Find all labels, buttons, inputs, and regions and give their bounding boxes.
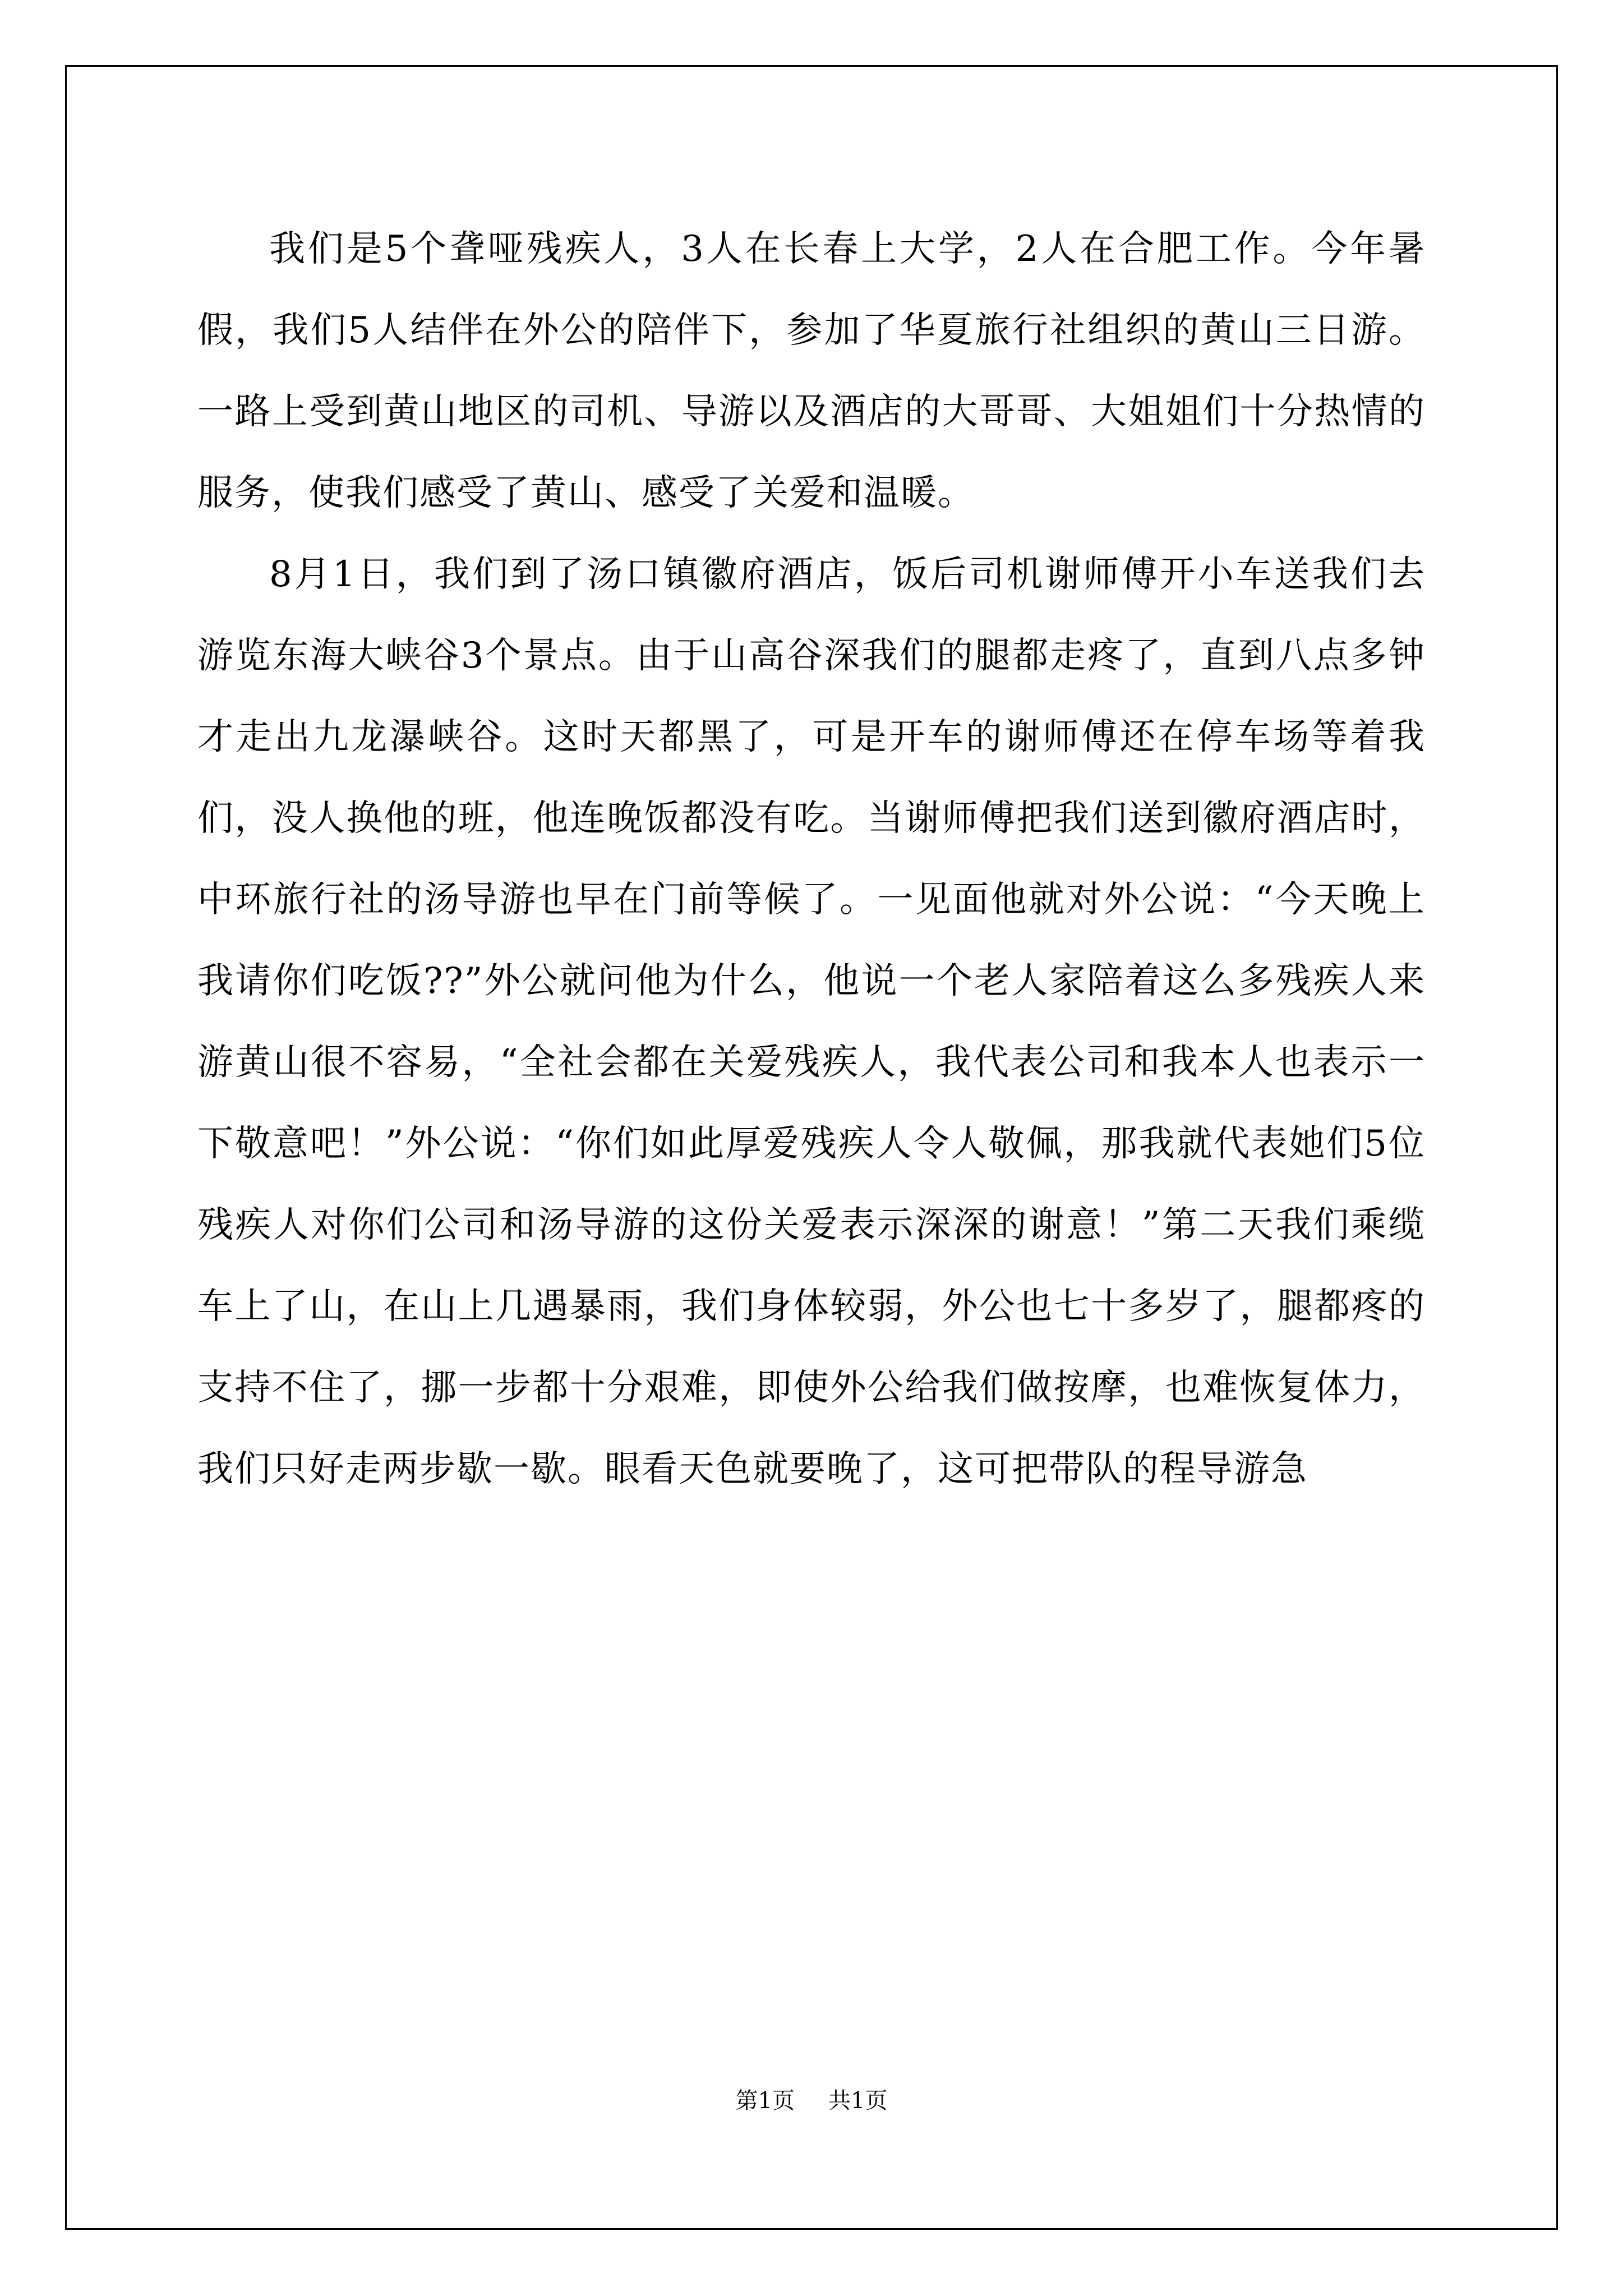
page-footer xyxy=(0,2087,1623,2115)
page-number: 第1页 xyxy=(735,2088,795,2114)
page-total: 共1页 xyxy=(828,2088,888,2114)
paragraph-1: 我们是5个聋哑残疾人，3人在长春上大学，2人在合肥工作。今年暑假，我们5人结伴在外公的陪伴下，参加了华夏旅行社组织的黄山三日游。一路上受到黄山地区的司机、导游以及酒店的大哥哥、大姐姐们十分热情的服务，使我们感受了黄山、感受了关爱和温暖。 xyxy=(197,228,1426,514)
paragraph-2: 8月1日，我们到了汤口镇徽府酒店，饭后司机谢师傅开小车送我们去游览东海大峡谷3个景点。由于山高谷深我们的腿都走疼了，直到八点多钟才走出九龙瀑峡谷。这时天都黑了，可是开车的谢师傅还在停车场等着我们，没人换他的班，他连晚饭都没有吃。当谢师傅把我们送到徽府酒店时，中环旅行社的汤导游也早在门前等候了。一见面他就对外公说：“今天晚上我请你们吃饭??”外公就问他为什么，他说一个老人家陪着这么多残疾人来游黄山很不容易，“全社会都在关爱残疾人，我代表公司和我本人也表示一下敬意吧！”外公说：“你们如此厚爱残疾人令人敬佩，那我就代表她们5位残疾人对你们公司和汤导游的这份关爱表示深深的谢意！”第二天我们乘缆车上了山，在山上几遇暴雨，我们身体较弱，外公也七十多岁了，腿都疼的支持不住了，挪一步都十分艰难，即使外公给我们做按摩，也难恢复体力，我们只好走两步歇一歇。眼看天色就要晚了，这可把带队的程导游急 xyxy=(197,554,1426,1490)
document-body xyxy=(197,209,1426,1510)
